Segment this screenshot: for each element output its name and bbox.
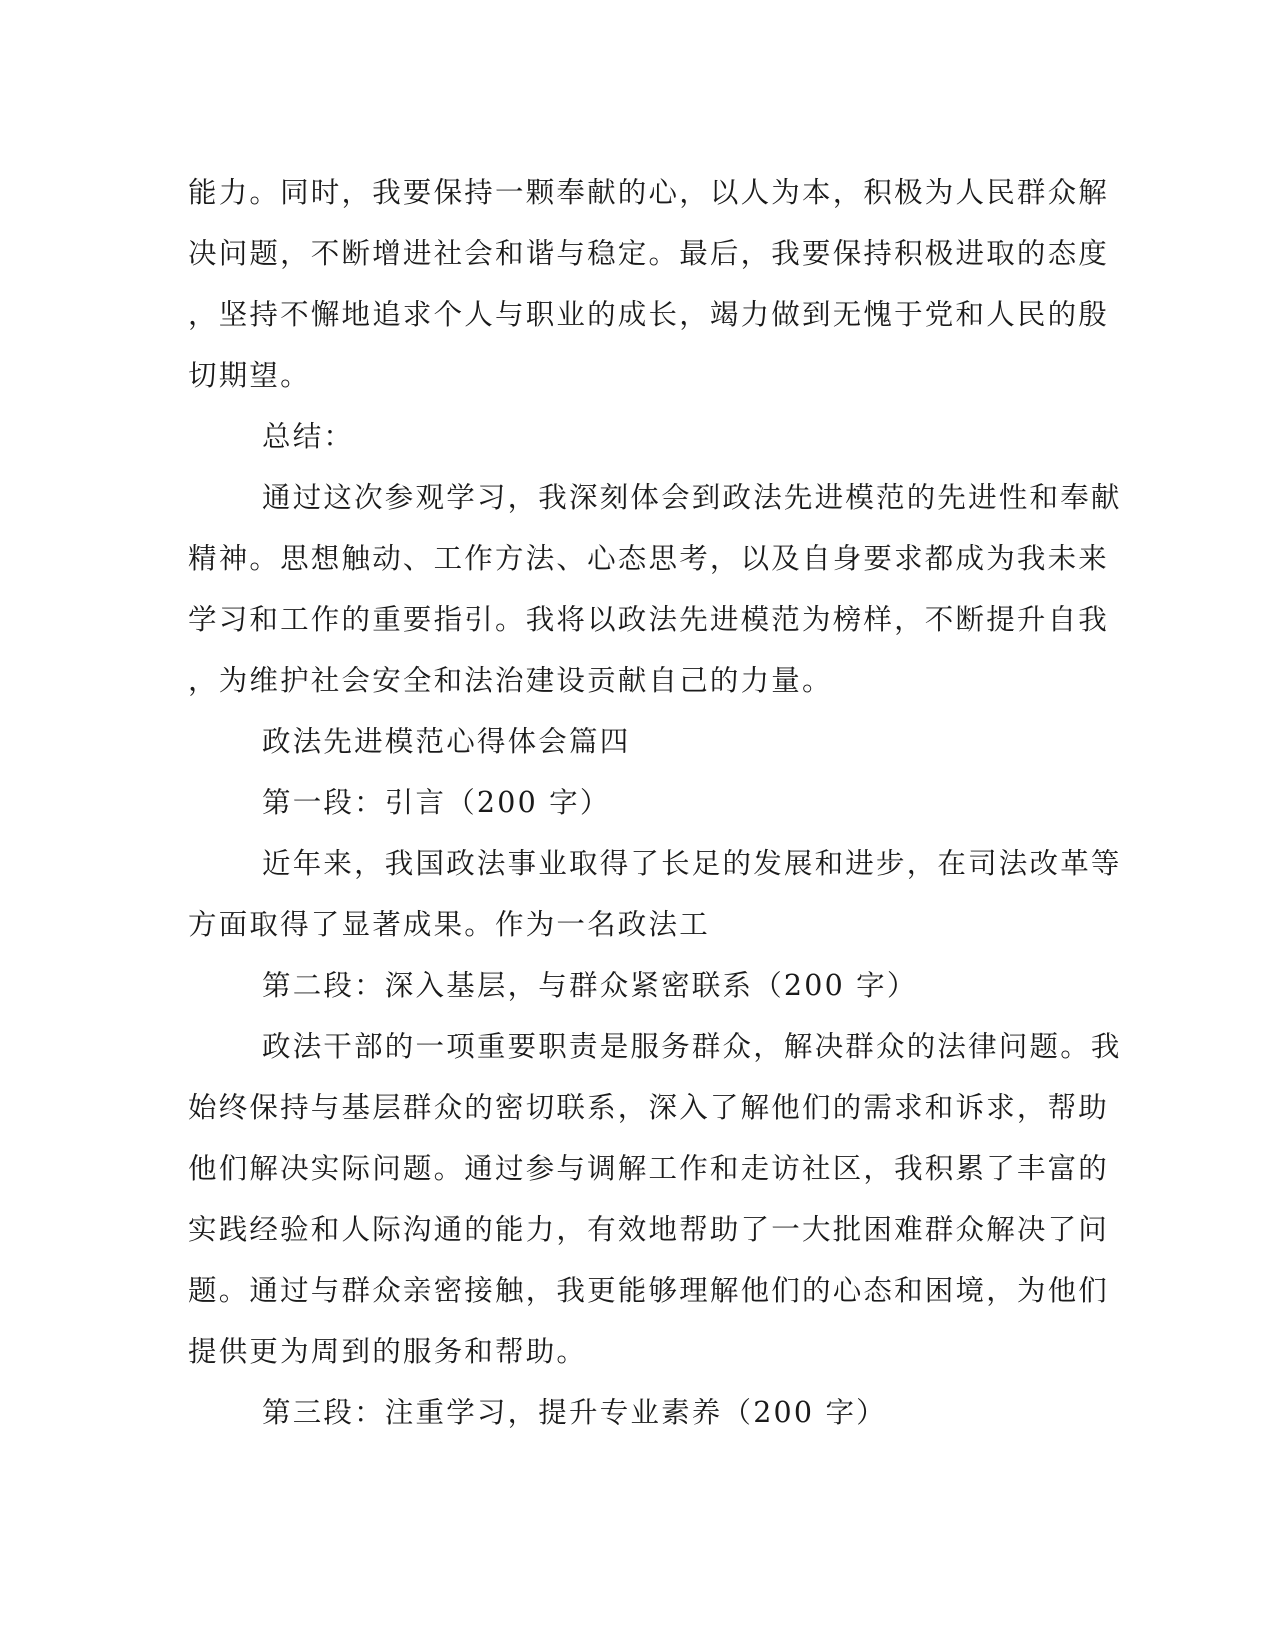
text-line: 精神。思想触动、工作方法、心态思考，以及自身要求都成为我未来 (188, 542, 1110, 575)
document-body (188, 162, 1122, 1443)
text-line: 政法先进模范心得体会篇四 (262, 725, 631, 758)
text-line: 方面取得了显著成果。作为一名政法工 (188, 908, 710, 941)
text-line: 学习和工作的重要指引。我将以政法先进模范为榜样，不断提升自我 (188, 603, 1110, 636)
text-line: 通过这次参观学习，我深刻体会到政法先进模范的先进性和奉献 (262, 481, 1122, 514)
text-line: 题。通过与群众亲密接触，我更能够理解他们的心态和困境，为他们 (188, 1274, 1110, 1307)
text-line: 近年来，我国政法事业取得了长足的发展和进步，在司法改革等 (262, 847, 1122, 880)
text-line: 始终保持与基层群众的密切联系，深入了解他们的需求和诉求，帮助 (188, 1091, 1110, 1124)
text-line: 他们解决实际问题。通过参与调解工作和走访社区，我积累了丰富的 (188, 1152, 1110, 1185)
text-line: ，为维护社会安全和法治建设贡献自己的力量。 (188, 664, 833, 697)
text-line: 第一段：引言（200 字） (262, 786, 611, 819)
text-line: 切期望。 (188, 359, 311, 392)
text-line: 能力。同时，我要保持一颗奉献的心，以人为本，积极为人民群众解 (188, 176, 1110, 209)
text-line: 实践经验和人际沟通的能力，有效地帮助了一大批困难群众解决了问 (188, 1213, 1110, 1246)
text-line: 第二段：深入基层，与群众紧密联系（200 字） (262, 969, 918, 1002)
text-line: 提供更为周到的服务和帮助。 (188, 1335, 588, 1368)
text-line: 政法干部的一项重要职责是服务群众，解决群众的法律问题。我 (262, 1030, 1122, 1063)
text-line: 总结： (262, 420, 355, 453)
text-line: ，坚持不懈地追求个人与职业的成长，竭力做到无愧于党和人民的殷 (188, 298, 1110, 331)
text-line: 第三段：注重学习，提升专业素养（200 字） (262, 1396, 887, 1429)
text-line: 决问题，不断增进社会和谐与稳定。最后，我要保持积极进取的态度 (188, 237, 1110, 270)
